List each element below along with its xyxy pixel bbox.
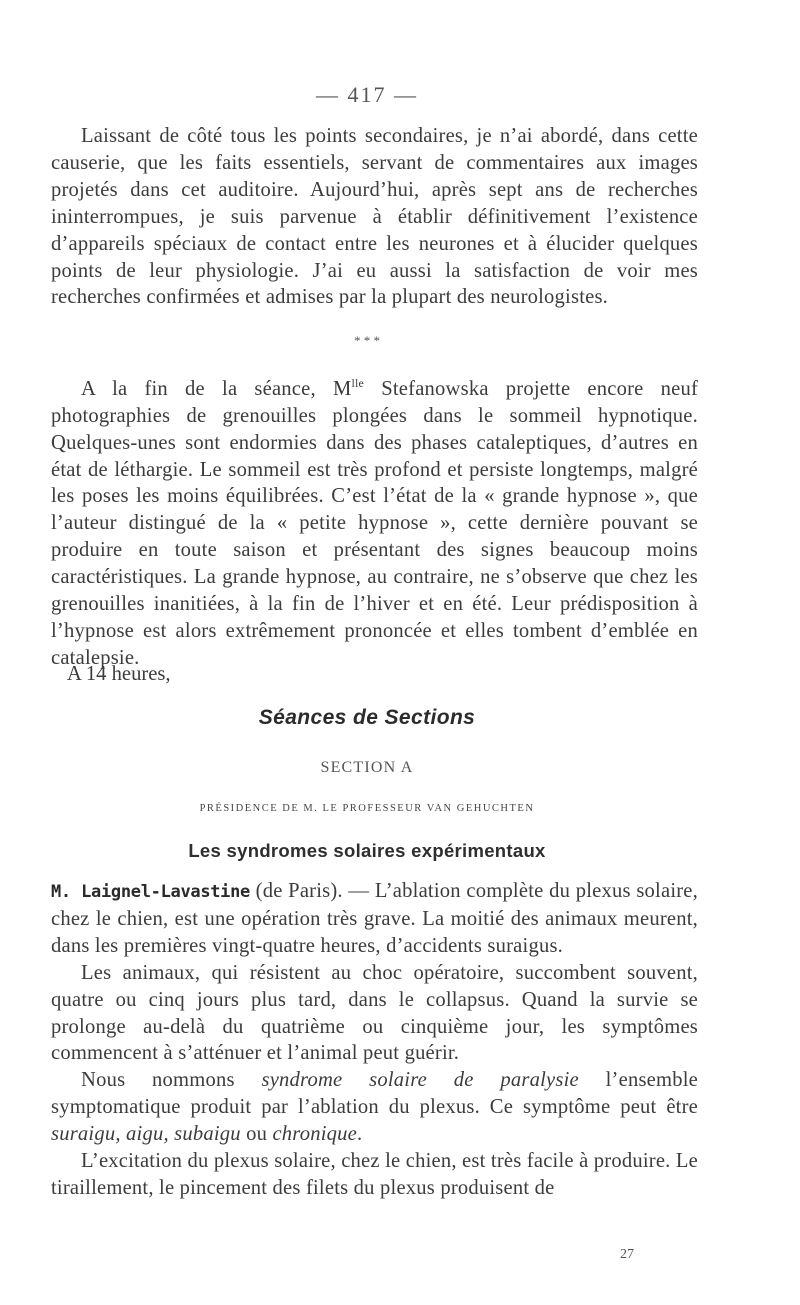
paper-title: Les syndromes solaires expérimentaux: [188, 840, 546, 861]
section-separator: * * *: [354, 333, 380, 348]
seance-superscript: lle: [351, 376, 365, 390]
paper-p3-a: Nous nommons: [81, 1069, 262, 1092]
paper-p3-c: ou: [240, 1123, 273, 1146]
page-number: — 417 —: [316, 82, 418, 107]
paper-p1: L’ablation complète du plexus solaire, chez le chien, est une opération très grave. La moitié des animaux meurent, dans les premières vingt-quatre heures, d’accidents suraigus.: [51, 880, 698, 957]
author-origin: (de Paris). —: [250, 880, 375, 902]
paper-p3-d: .: [357, 1123, 363, 1146]
seance-paragraph: [51, 370, 698, 672]
paper-p3-b: l’ensemble symptomatique produit par l’ablation du plexus. Ce symptôme peut être: [51, 1069, 698, 1119]
intro-paragraph: Laissant de côté tous les points secondaires, je n’ai abordé, dans cette causerie, que les faits essentiels, servant de commentaires aux images projetés dans cet auditoire. Aujourd’hui, après sept ans de recherches ininterrompues, je suis parvenue à établir définitivement l’existence d’appareils spéciaux de contact entre les neurones et à élucider quelques points de leur physiologie. J’ai eu aussi la satisfaction de voir mes recherches confirmées et admises par la plupart des neurologistes.: [51, 125, 698, 309]
seance-prefix: A la fin de la séance, M: [81, 377, 352, 400]
paper-p3-em: syndrome solaire de paralysie: [261, 1069, 579, 1092]
section-label: SECTION A: [320, 759, 414, 776]
time-line: A 14 heures,: [67, 663, 171, 685]
author-name: M. Laignel-Lavastine: [51, 882, 250, 902]
paper-block: [51, 878, 698, 1202]
chair-line: PRÉSIDENCE DE M. LE PROFESSEUR VAN GEHUCHTEN: [199, 803, 535, 814]
seance-block: [51, 370, 698, 672]
seance-text: Stefanowska projette encore neuf photographies de grenouilles plongées dans le sommeil hypnotique. Quelques-unes sont endormies dans des phases cataleptiques, d’autres en état de léthargie. Le sommeil est très profond et persiste longtemps, malgré les poses les moins équilibrées. C’est l’état de la « grande hypnose », que l’auteur distingué de la « petite hypnose », cette dernière pouvant se produire en toute saison et présentant des signes beaucoup moins caractéristiques. La grande hypnose, au contraire, ne s’observe que chez les grenouilles inanitiées, à la fin de l’hiver et en été. Leur prédisposition à l’hypnose est alors extrêmement prononcée et elles tombent d’emblée en catalepsie.: [51, 377, 699, 669]
signature-mark: 27: [620, 1247, 634, 1262]
intro-block: [51, 123, 698, 311]
paper-paragraph-4: L’excitation du plexus solaire, chez le chien, est très facile à produire. Le tiraillement, le pincement des filets du plexus produisent de: [51, 1150, 698, 1199]
paper-paragraph-3: [51, 1067, 698, 1148]
paper-paragraph-1: [51, 878, 698, 960]
paper-p3-em2: suraigu, aigu, subaigu: [51, 1123, 241, 1146]
paper-p3-em3: chronique: [272, 1123, 358, 1146]
sections-heading: Séances de Sections: [258, 706, 476, 729]
paper-paragraph-2: Les animaux, qui résistent au choc opératoire, succombent souvent, quatre ou cinq jours plus tard, dans le collapsus. Quand la survie se prolonge au-delà du quatrième ou cinquième jour, les symptômes commencent à s’atténuer et l’animal peut guérir.: [51, 961, 698, 1065]
